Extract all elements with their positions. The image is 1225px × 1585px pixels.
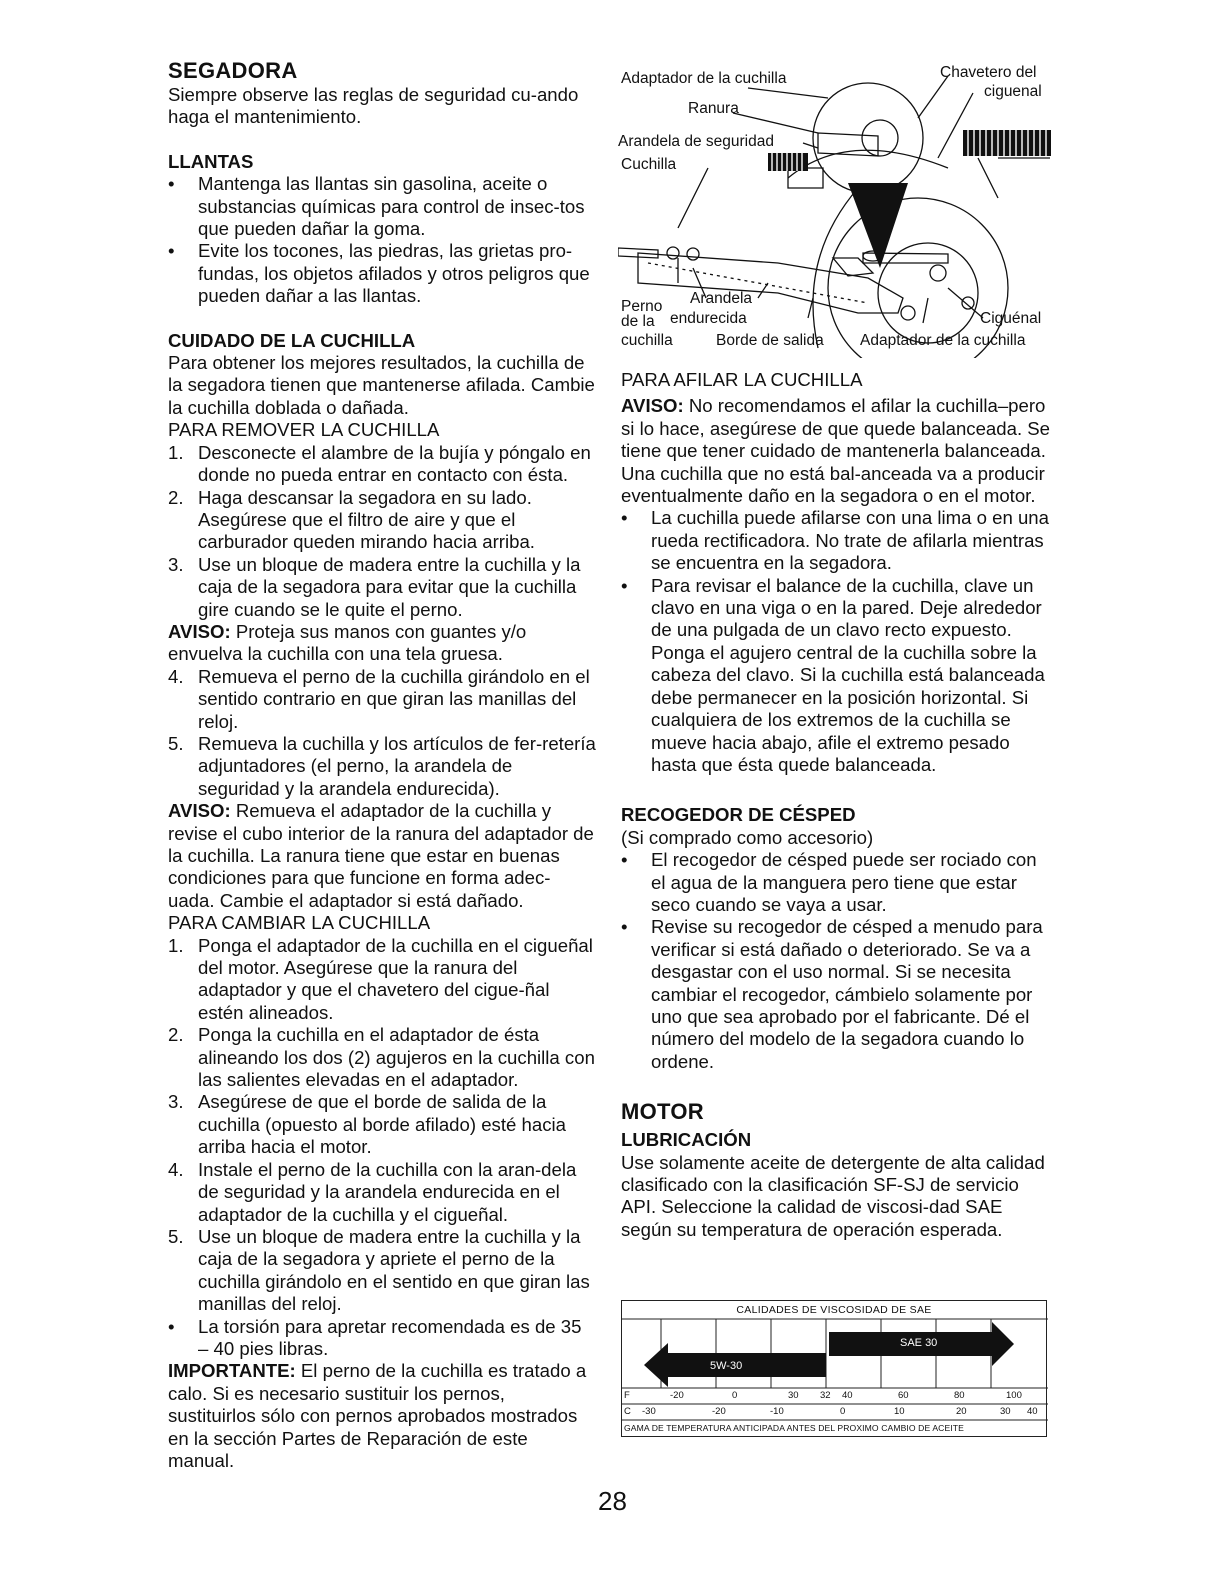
recogedor-subtitle: (Si comprado como accesorio) (621, 826, 874, 848)
label-cuchilla: Cuchilla (621, 156, 677, 173)
afilar-item: • Para revisar el balance de la cuchilla, clave un clavo en una viga o en la pared. Deje alrededor de una pulgada de un clavo recto expuesto. Ponga el agujero central de la cuchilla sobre la cabeza del clavo. Si la cuchilla está balanceada debe permanecer en la posición horizontal. Si cualquiera de los extremos de la cuchilla se mueve hacia abajo, afile el extremo pesado hasta que ésta quede balanceada. (621, 574, 1045, 775)
cambiar-step: • La torsión para apretar recomendada es de 35 – 40 pies libras. (168, 1315, 582, 1359)
label-arandela: Arandela (690, 290, 753, 307)
label-adaptador-top: Adaptador de la cuchilla (621, 70, 787, 87)
cambiar-step: 2. Ponga la cuchilla en el adaptador de ésta alineando los dos (2) agujeros en la cuchilla con las salientes elevadas en el adaptador. (168, 1024, 595, 1091)
f-tick: 60 (898, 1390, 909, 1401)
remover-step: 5. Remueva la cuchilla y los artículos de fer-retería adjuntadores (el perno, la arandela de seguridad y la arandela endurecida). (168, 732, 596, 799)
f-tick: 32 (820, 1390, 831, 1401)
lubricacion-heading: LUBRICACIÓN (621, 1129, 752, 1151)
c-tick: -20 (712, 1406, 726, 1417)
llantas-item: • Evite los tocones, las piedras, las grietas pro-fundas, los objetos afilados y otros peligros que pueden dañar a las llantas. (168, 240, 590, 307)
aviso-note: AVISO: Proteja sus manos con guantes y/o envuelva la cuchilla con una tela gruesa. (168, 620, 527, 665)
remover-step: 4. Remueva el perno de la cuchilla girándolo en el sentido contrario en que giran las manillas del reloj. (168, 665, 590, 732)
label-adaptador-bottom: Adaptador de la cuchilla (860, 332, 1026, 349)
segadora-heading: SEGADORA (168, 58, 298, 83)
celsius-label: C (624, 1406, 631, 1417)
sae30-label: SAE 30 (900, 1337, 938, 1349)
recogedor-heading: RECOGEDOR DE CÉSPED (621, 804, 856, 826)
cuidado-text: Para obtener los mejores resultados, la cuchilla de la segadora tienen que mantenerse afilada. Cambie la cuchilla doblada o dañada. (168, 352, 595, 418)
label-perno-de-la: de la (621, 313, 655, 330)
cambiar-step: 4. Instale el perno de la cuchilla con la aran-dela de seguridad y la arandela endurecida en el adaptador de la cuchilla y el cigueñal. (168, 1158, 577, 1225)
c-tick: -10 (770, 1406, 784, 1417)
cuidado-heading: CUIDADO DE LA CUCHILLA (168, 329, 416, 351)
left-column (168, 58, 596, 1472)
f-tick: 80 (954, 1390, 965, 1401)
f-tick: 30 (788, 1390, 799, 1401)
page-number: 28 (598, 1486, 627, 1516)
cambiar-step: 5. Use un bloque de madera entre la cuchilla y la caja de la segadora y apriete el perno de la cuchilla girándolo en el sentido en que giran las manillas del reloj. (168, 1225, 590, 1315)
right-column (621, 369, 1051, 1241)
label-chavetero: Chavetero del (940, 64, 1037, 81)
motor-heading: MOTOR (621, 1099, 704, 1125)
label-borde-salida: Borde de salida (716, 332, 824, 349)
c-tick: 10 (894, 1406, 905, 1417)
label-arandela-seguridad: Arandela de seguridad (618, 133, 774, 150)
cambiar-heading: PARA CAMBIAR LA CUCHILLA (168, 912, 431, 934)
c-tick: 40 (1027, 1406, 1038, 1417)
c-tick: 20 (956, 1406, 967, 1417)
viscosity-chart-footer: GAMA DE TEMPERATURA ANTICIPADA ANTES DEL PROXIMO CAMBIO DE ACEITE (624, 1423, 964, 1433)
afilar-heading: PARA AFILAR LA CUCHILLA (621, 369, 863, 390)
recogedor-item: • Revise su recogedor de césped a menudo para verificar si está dañado o deteriorado. Se va a desgastar con el uso normal. Si se necesita cambiar el recogedor, cámbielo solamente por uno que sea aprobado por el fabricante. Dé el número del modelo de la segadora cuando lo ordene. (621, 916, 1043, 1072)
segadora-text: Siempre observe las reglas de seguridad cu-ando haga el mantenimiento. (168, 84, 579, 128)
llantas-item: • Mantenga las llantas sin gasolina, aceite o substancias químicas para control de insec-tos que pueden dañar la goma. (168, 173, 585, 240)
f-tick: 0 (732, 1390, 738, 1401)
llantas-heading: LLANTAS (168, 150, 254, 172)
label-ciguenal-top: ciguenal (984, 83, 1042, 100)
remover-step: 1. Desconecte el alambre de la bujía y póngalo en donde no pueda entrar en contacto con ésta. (168, 441, 591, 486)
cambiar-step: 1. Ponga el adaptador de la cuchilla en el cigueñal del motor. Asegúrese que la ranura del adaptador y que el chavetero del cigue-ñal estén alineados. (168, 934, 593, 1023)
lubricacion-text: Use solamente aceite de detergente de alta calidad clasificado con la clasificación SF-SJ de servicio API. Seleccione la calidad de viscosi-dad SAE según su temperatura de operación esperada. (621, 1151, 1045, 1240)
c-tick: 0 (840, 1406, 846, 1417)
remover-heading: PARA REMOVER LA CUCHILLA (168, 419, 440, 441)
viscosity-chart (621, 1300, 1047, 1437)
fahrenheit-label: F (624, 1390, 630, 1401)
viscosity-chart-title: CALIDADES DE VISCOSIDAD DE SAE (736, 1304, 932, 1316)
label-endurecida: endurecida (670, 310, 747, 327)
aviso-note: AVISO: No recomendamos el afilar la cuchilla–pero si lo hace, asegúrese de que quede balanceada. Se tiene que tener cuidado de mantenerla balanceada. Una cuchilla que no está bal-anceada va a producir eventualmente daño en la segadora o en el motor. (621, 395, 1051, 507)
label-ranura: Ranura (688, 100, 739, 117)
aviso-note: AVISO: Remueva el adaptador de la cuchilla y revise el cubo interior de la ranura del adaptador de la cuchilla. La ranura tiene que estar en buenas condiciones para que funcione en forma adec-uada. Cambie el adaptador si está dañado. (168, 800, 594, 911)
c-tick: 30 (1000, 1406, 1011, 1417)
f-tick: -20 (670, 1390, 684, 1401)
f-tick: 100 (1006, 1390, 1022, 1401)
label-perno: Perno (621, 298, 663, 315)
viscosity-bars (622, 1301, 1048, 1438)
c-tick: -30 (642, 1406, 656, 1417)
remover-step: 2. Haga descansar la segadora en su lado. Asegúrese que el filtro de aire y que el carburador queden mirando hacia arriba. (168, 486, 535, 553)
blade-diagram (618, 58, 1058, 358)
label-ciguenal-bottom: Ciguénal (980, 310, 1042, 327)
importante-note: IMPORTANTE: El perno de la cuchilla es tratado a calo. Si es necesario sustituir los pernos, sustituirlos sólo con pernos aprobados mostrados en la sección Partes de Reparación de este manual. (168, 1360, 587, 1471)
cambiar-step: 3. Asegúrese de que el borde de salida de la cuchilla (opuesto al borde afilado) esté hacia arriba hacia el motor. (168, 1091, 566, 1158)
remover-step: 3. Use un bloque de madera entre la cuchilla y la caja de la segadora para evitar que la cuchilla gire cuando se le quite el perno. (168, 553, 581, 620)
label-perno-cuchilla: cuchilla (621, 332, 673, 349)
sw30-label: 5W-30 (710, 1360, 743, 1372)
recogedor-item: • El recogedor de césped puede ser rociado con el agua de la manguera pero tiene que estar seco cuando se vaya a usar. (621, 849, 1037, 915)
f-tick: 40 (842, 1390, 853, 1401)
afilar-item: • La cuchilla puede afilarse con una lima o en una rueda rectificadora. No trate de afilarla mientras se encuentra en la segadora. (621, 507, 1049, 574)
